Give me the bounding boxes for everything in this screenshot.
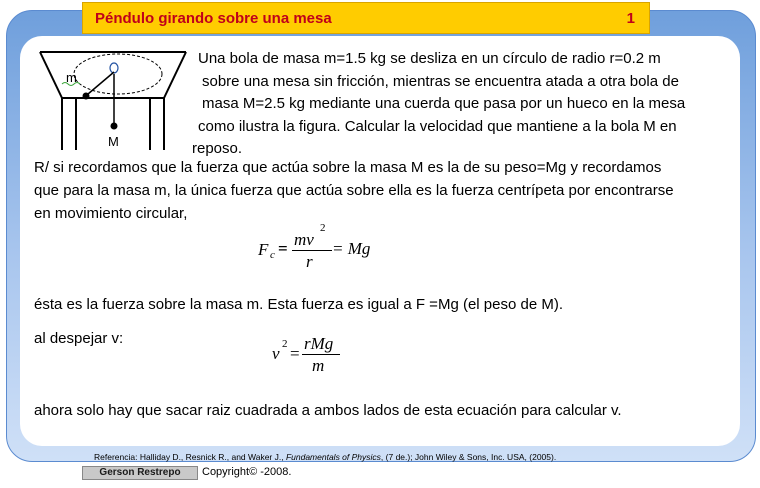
reference-book: Fundamentals of Physics: [285, 452, 381, 462]
f-lhs: F: [258, 240, 269, 259]
copyright: Copyright© -2008.: [202, 466, 292, 478]
v-eq: =: [290, 344, 300, 363]
f-numerator: mv: [294, 230, 314, 249]
problem-line: Una bola de masa m=1.5 kg se desliza en un círculo de radio r=0.2 m: [198, 50, 661, 67]
v-lhs: v: [272, 344, 280, 363]
f-rhs: = Mg: [332, 239, 371, 258]
v-denominator: m: [312, 356, 325, 375]
title-bar: [82, 2, 650, 34]
conclusion: ahora solo hay que sacar raiz cuadrada a ambos lados de esta ecuación para calcular v.: [34, 402, 622, 419]
slide-title: Péndulo girando sobre una mesa: [95, 10, 332, 27]
problem-statement: [192, 48, 738, 161]
problem-line: reposo.: [192, 140, 243, 157]
table-edge-right: [164, 52, 186, 98]
v-exponent: 2: [282, 338, 288, 350]
intro-line: que para la masa m, la única fuerza que actúa sobre ella es la fuerza centrípeta por encontrarse: [34, 182, 674, 199]
author-badge: Gerson Restrepo: [82, 466, 198, 480]
f-exponent: 2: [320, 222, 326, 234]
intro-line: en movimiento circular,: [34, 205, 188, 222]
reference-suffix: , (7 de.); John Wiley & Sons, Inc. USA, (2005).: [380, 452, 557, 462]
slide-number: 1: [626, 10, 635, 27]
f-denominator: r: [306, 252, 313, 271]
f-fraction-bar: [292, 250, 332, 251]
pendulum-figure: [38, 48, 188, 152]
intro-line: R/ si recordamos que la fuerza que actúa sobre la masa M es la de su peso=Mg y recordamos: [34, 159, 662, 176]
label-m: m: [66, 70, 77, 85]
despejar-label: al despejar v:: [34, 330, 124, 347]
reference-line: [94, 452, 556, 462]
ball-small-m: [83, 93, 90, 100]
problem-line: sobre una mesa sin fricción, mientras se encuentra atada a otra bola de: [202, 72, 679, 90]
hole-in-table: [110, 63, 118, 73]
solution-intro: [34, 156, 734, 225]
v-fraction-bar: [302, 354, 340, 355]
f-lhs-sub: c: [270, 249, 275, 261]
problem-line: masa M=2.5 kg mediante una cuerda que pasa por un hueco en la mesa: [202, 95, 686, 112]
force-sentence: ésta es la fuerza sobre la masa m. Esta fuerza es igual a F =Mg (el peso de M).: [34, 296, 563, 313]
ball-big-M: [111, 123, 118, 130]
table-edge-left: [40, 52, 62, 98]
f-eq: =: [278, 239, 288, 258]
reference-prefix: Referencia: Halliday D., Resnick R., and Waker J.,: [94, 452, 286, 462]
label-M: M: [108, 134, 119, 149]
problem-line: como ilustra la figura. Calcular la velocidad que mantiene a la bola M en: [198, 117, 677, 135]
circular-path: [74, 54, 162, 94]
string-top: [88, 72, 114, 94]
v-numerator: rMg: [304, 334, 334, 353]
